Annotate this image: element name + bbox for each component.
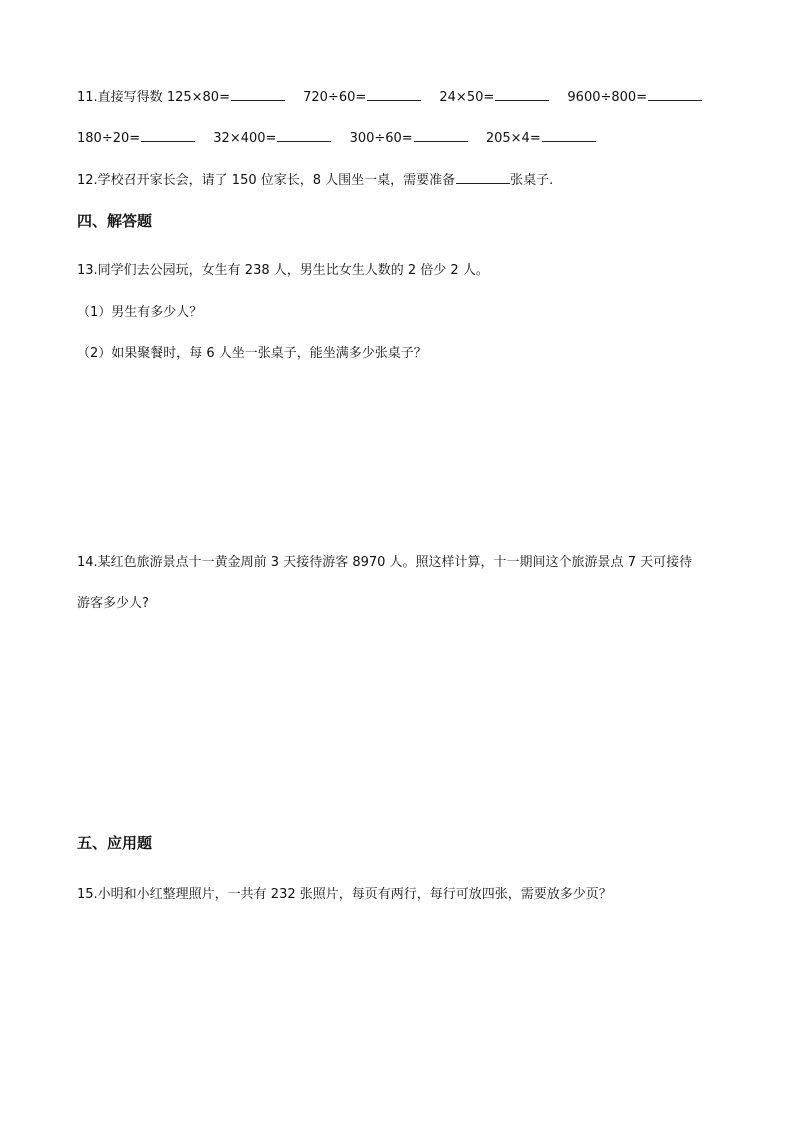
answer-blank[interactable] xyxy=(456,182,510,184)
calc-item: 300÷60= xyxy=(350,130,468,148)
q13-sub2: （2）如果聚餐时，每 6 人坐一张桌子，能坐满多少张桌子？ xyxy=(77,346,427,361)
q14-line2: 游客多少人? xyxy=(77,596,149,611)
answer-blank[interactable] xyxy=(414,140,468,142)
q11-row2 xyxy=(77,130,610,148)
section-heading-4: 四、解答题 xyxy=(77,212,153,230)
calc-item: 125×80= xyxy=(167,89,285,107)
q11-label: 11.直接写得数 xyxy=(77,90,163,105)
calc-item: 720÷60= xyxy=(303,89,421,107)
answer-blank[interactable] xyxy=(231,99,285,101)
q15-text: 15.小明和小红整理照片，一共有 232 张照片，每页有两行，每行可放四张，需要放多少页？ xyxy=(77,887,612,902)
q12-text xyxy=(77,172,553,190)
section-heading-5: 五、应用题 xyxy=(77,834,153,852)
answer-blank[interactable] xyxy=(495,99,549,101)
q12-prefix: 12.学校召开家长会，请了 150 位家长，8 人围坐一桌，需要准备 xyxy=(77,173,456,188)
answer-blank[interactable] xyxy=(542,140,596,142)
q12-suffix: 张桌子. xyxy=(510,173,554,188)
calc-item: 9600÷800= xyxy=(567,89,702,107)
answer-blank[interactable] xyxy=(277,140,331,142)
answer-blank[interactable] xyxy=(367,99,421,101)
q13-sub1: （1）男生有多少人？ xyxy=(77,305,203,320)
q11-row1 xyxy=(77,89,716,107)
q13-text: 13.同学们去公园玩，女生有 238 人，男生比女生人数的 2 倍少 2 人。 xyxy=(77,263,489,278)
calc-item: 32×400= xyxy=(213,130,331,148)
calc-item: 205×4= xyxy=(486,130,596,148)
calc-item: 24×50= xyxy=(439,89,549,107)
answer-blank[interactable] xyxy=(141,140,195,142)
answer-blank[interactable] xyxy=(648,99,702,101)
calc-item: 180÷20= xyxy=(77,130,195,148)
q14-line1: 14.某红色旅游景点十一黄金周前 3 天接待游客 8970 人。照这样计算，十一期间这个旅游景点 7 天可接待 xyxy=(77,555,693,570)
